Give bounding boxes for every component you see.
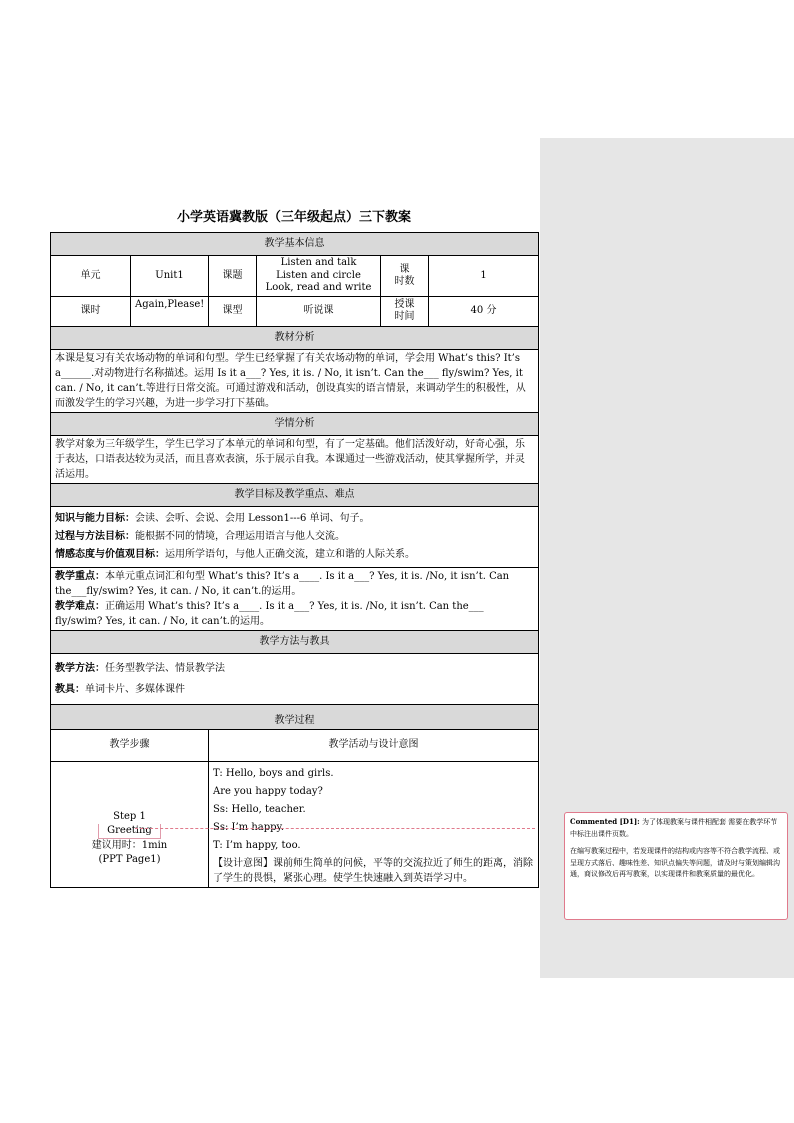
teaching-time-label: 授课 时间 (381, 296, 429, 326)
lesson-plan-table (50, 232, 539, 888)
comment-body: Commented [D1]: 为了体现教案与课件相配套 需要在教学环节中标注出课件页数。 (570, 817, 778, 838)
dialogue-line: Ss: I’m happy. (213, 821, 285, 833)
methods-header: 教学方法与教具 (51, 630, 539, 653)
student-analysis-text: 教学对象为三年级学生，学生已学习了本单元的单词和句型，有了一定基础。他们活泼好动，好奇心强，乐于表达，口语表达较为灵活，而且喜欢表演，乐于展示自我。本课通过一些游戏活动，使其掌握所学，并灵活运用。 (51, 435, 539, 483)
teaching-tools: 教具：单词卡片、多媒体课件 (55, 683, 185, 695)
methods-list (51, 653, 539, 704)
process-goal: 过程与方法目标：能根据不同的情境，合理运用语言与他人交流。 (55, 530, 345, 542)
student-analysis-header: 学情分析 (51, 412, 539, 435)
material-analysis-header: 教材分析 (51, 326, 539, 349)
dialogue-line: T: Hello, boys and girls. (213, 767, 334, 779)
document-title: 小学英语冀教版（三年级起点）三下教案 (176, 210, 411, 225)
comment-body-2: 在编写教案过程中，若发现课件的结构或内容等不符合教学流程、或呈现方式落后、趣味性差、知识点偏失等问题，请及时与策划编辑沟通，商议修改后再写教案，以实现课件和教案质量的最优化。 (570, 847, 780, 879)
dialogue-line: T: I’m happy, too. (213, 839, 301, 851)
dialogue-line: Are you happy today? (213, 785, 323, 797)
review-comment[interactable] (564, 812, 788, 920)
lesson-count-value: 1 (429, 256, 539, 297)
period-label: 课时 (51, 296, 131, 326)
dialogue-line: Ss: Hello, teacher. (213, 803, 306, 815)
process-header: 教学过程 (51, 704, 539, 729)
emotion-goal: 情感态度与价值观目标：运用所学语句，与他人正确交流，建立和谐的人际关系。 (55, 548, 415, 560)
goals-header: 教学目标及教学重点、难点 (51, 483, 539, 506)
step-1-activity (209, 761, 539, 887)
steps-column-header: 教学步骤 (51, 729, 209, 761)
teaching-method: 教学方法：任务型教学法、情景教学法 (55, 662, 225, 674)
design-intent: 【设计意图】课前师生简单的问候，平等的交流拉近了师生的距离，消除了学生的畏惧，紧张心理。使学生快速融入到英语学习中。 (213, 857, 533, 884)
topic-label: 课题 (209, 256, 257, 297)
basic-info-header: 教学基本信息 (51, 233, 539, 256)
step-name: Step 1 (113, 811, 146, 822)
step-time: 建议用时：1min (91, 840, 168, 851)
difficult-point: 教学难点：正确运用 What’s this? It’s a____. Is it a___? Yes, it is. /No, it isn’t. Can the___ fly/swim? Yes, it can. / No, it can’t.的运用。 (55, 600, 484, 627)
topic-line: Listen and talk (280, 257, 357, 268)
activity-column-header: 教学活动与设计意图 (209, 729, 539, 761)
comment-leader-line (135, 828, 535, 829)
comment-author: Commented [D1]: (570, 817, 640, 826)
lesson-type-label: 课型 (209, 296, 257, 326)
key-point: 教学重点：本单元重点词汇和句型 What’s this? It’s a____. Is it a___? Yes, it is. /No, it isn’t. Can the___fly/swim? Yes, it can. / No, it can’t.的运用。 (55, 570, 510, 597)
unit-value: Unit1 (131, 256, 209, 297)
lesson-count-label: 课 时数 (381, 256, 429, 297)
unit-label: 单元 (51, 256, 131, 297)
key-and-difficult-points (51, 567, 539, 630)
step-title: Greeting (55, 824, 204, 839)
step-1-cell (51, 761, 209, 887)
teaching-time-value: 40 分 (429, 296, 539, 326)
topic-line: Listen and circle (276, 269, 361, 281)
topic-value (257, 256, 381, 297)
material-analysis-text: 本课是复习有关农场动物的单词和句型。学生已经掌握了有关农场动物的单词，学会用 What’s this? It’s a______.对动物进行名称描述。运用 Is it a___? Yes, it is. / No, it isn’t. Can the___ fly/swim? Yes, it can. / No, it can’t.等进行日常交流。可通过游戏和活动，创设真实的语言情景，来调动学生的积极性，从而激发学生的学习兴趣，为进一步学习打下基础。 (51, 349, 539, 412)
lesson-type-value: 听说课 (257, 296, 381, 326)
period-value: Again,Please! (131, 296, 209, 326)
knowledge-goal: 知识与能力目标：会读、会听、会说、会用 Lesson1---6 单词、句子。 (55, 512, 370, 524)
goals-list (51, 506, 539, 567)
step-ppt: (PPT Page1) (98, 854, 161, 865)
topic-line: Look, read and write (265, 282, 372, 293)
